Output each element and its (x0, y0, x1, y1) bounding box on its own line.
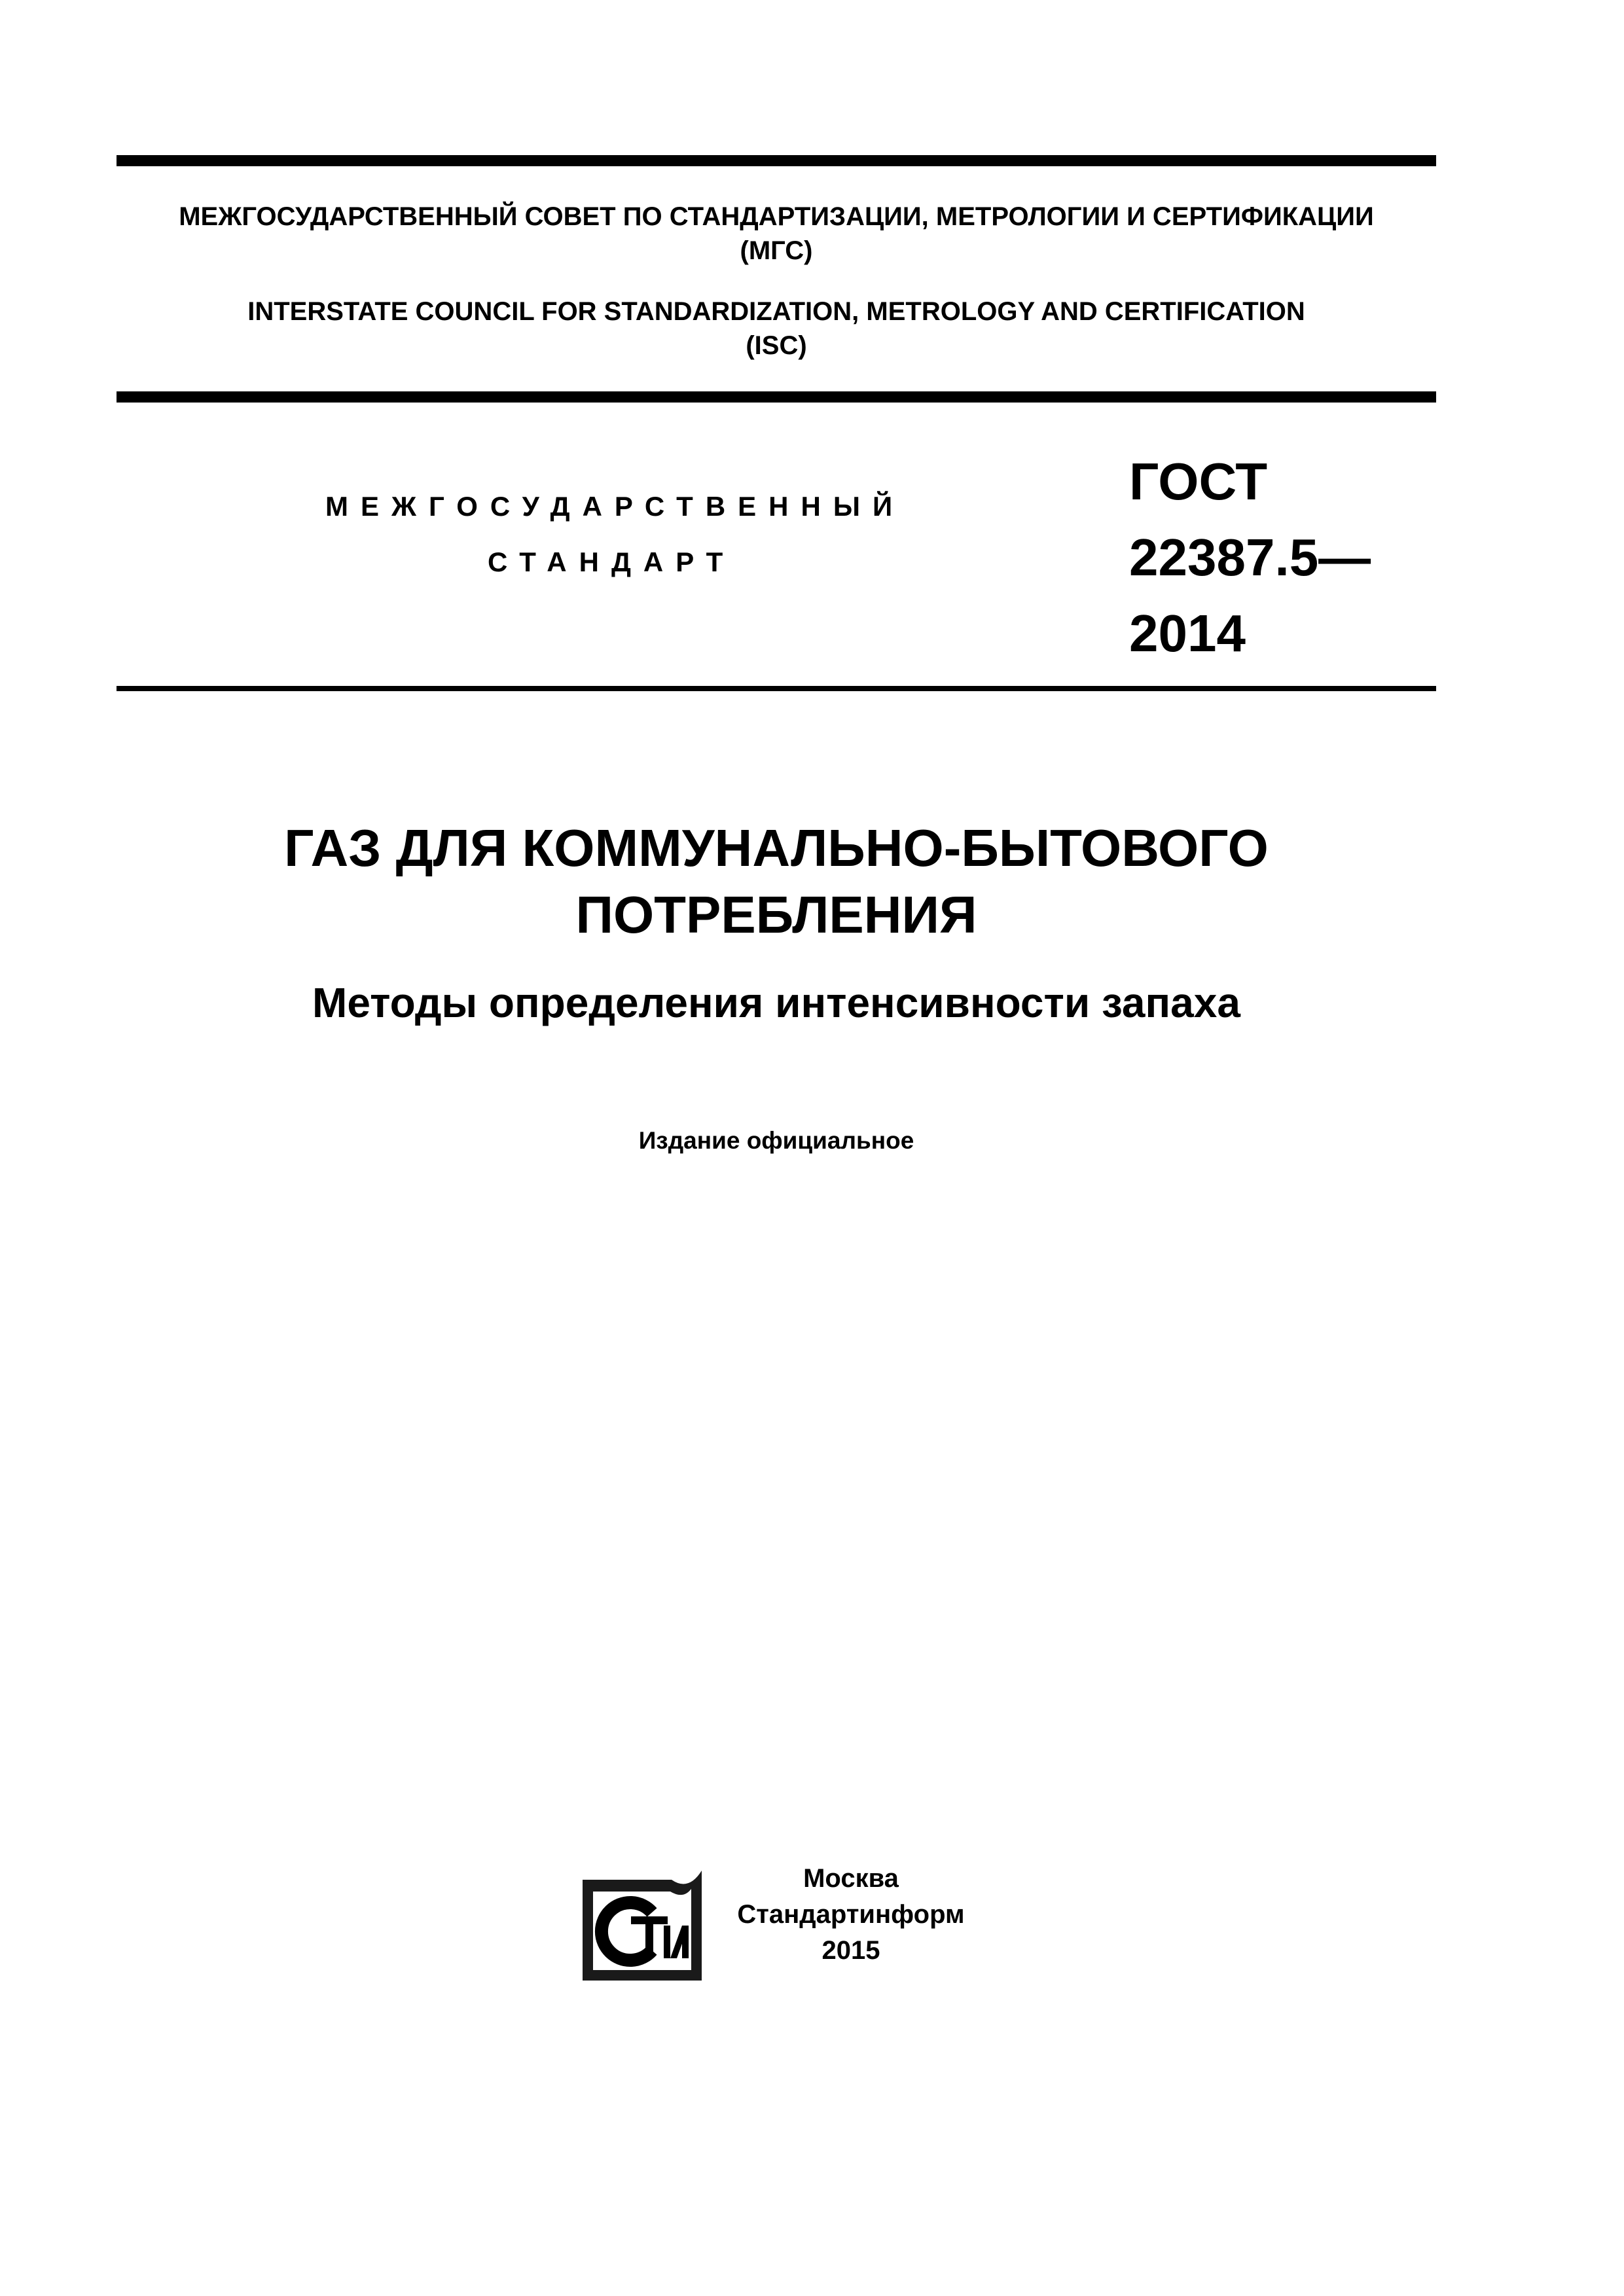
document-title (117, 815, 1436, 948)
council-ru-line2: (МГС) (740, 236, 813, 265)
council-en-line1: INTERSTATE COUNCIL FOR STANDARDIZATION, METROLOGY AND CERTIFICATION (247, 297, 1305, 326)
council-en-line2: (ISC) (746, 331, 807, 360)
edition-note: Издание официальное (638, 1127, 914, 1154)
designation-rule (117, 686, 1436, 691)
publisher-name: Стандартинформ (737, 1900, 965, 1929)
publisher-block (720, 1861, 982, 1969)
standartinform-logo-icon (573, 1865, 706, 1984)
council-ru (117, 200, 1436, 268)
publisher-city: Москва (803, 1864, 899, 1893)
gost-number (1129, 444, 1371, 672)
title-line1: ГАЗ ДЛЯ КОММУНАЛЬНО-БЫТОВОГО (284, 819, 1269, 877)
standard-label-line1: МЕЖГОСУДАРСТВЕННЫЙ (325, 491, 905, 522)
title-line2: ПОТРЕБЛЕНИЯ (575, 886, 977, 944)
top-rule (117, 155, 1436, 166)
header-bottom-rule (117, 391, 1436, 403)
publisher-year: 2015 (821, 1936, 880, 1965)
standard-label-line2: СТАНДАРТ (488, 547, 736, 577)
gost-line1: ГОСТ (1129, 452, 1268, 511)
document-subtitle: Методы определения интенсивности запаха (312, 979, 1240, 1026)
council-en (117, 295, 1436, 363)
gost-line3: 2014 (1129, 604, 1246, 662)
gost-line2: 22387.5— (1129, 528, 1371, 586)
council-ru-line1: МЕЖГОСУДАРСТВЕННЫЙ СОВЕТ ПО СТАНДАРТИЗАЦИИ, МЕТРОЛОГИИ И СЕРТИФИКАЦИИ (179, 202, 1374, 231)
